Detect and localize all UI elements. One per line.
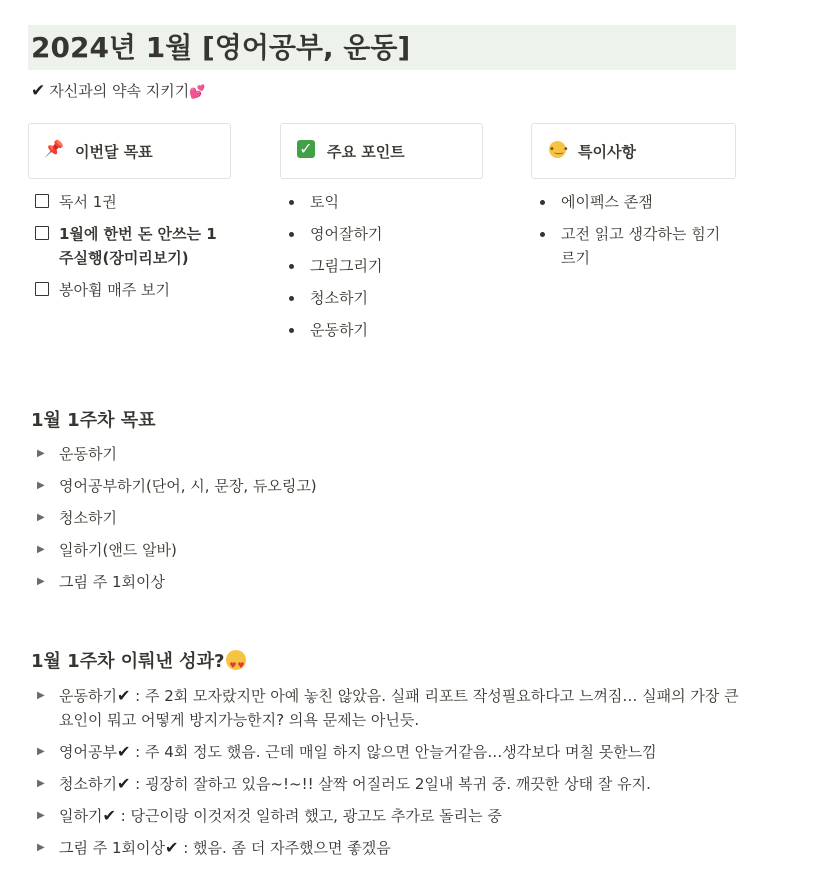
todo-checkbox[interactable]	[35, 194, 49, 208]
bullet-icon	[289, 232, 294, 237]
list-item-text[interactable]: 운동하기	[310, 321, 368, 339]
subtitle[interactable]	[31, 79, 205, 105]
toggle-arrow-icon[interactable]: ▶	[37, 544, 45, 555]
toggle-arrow-icon[interactable]: ▶	[37, 746, 45, 757]
toggle-arrow-icon[interactable]: ▶	[37, 842, 45, 853]
toggle-item[interactable]	[31, 442, 741, 466]
list-item	[280, 286, 485, 310]
notes-list	[531, 190, 731, 278]
toggle-text: : 주 2회 모자랐지만 아예 놓친 않았음. 실패 리포트 작성필요하다고 느껴짐… 실패의 가장 큰 요인이 뭐고 어떻게 방지가능한지? 의욕 문제는 아닌듯.	[59, 687, 739, 729]
toggle-item[interactable]	[31, 474, 741, 498]
list-item	[280, 254, 485, 278]
toggle-label: 영어공부	[59, 743, 117, 761]
thinking-face-icon: •‿•	[549, 141, 566, 158]
toggle-text: : 굉장히 잘하고 있음~!~!! 살짝 어질러도 2일내 복귀 중. 깨끗한 상태 잘 유지.	[135, 775, 651, 793]
list-item	[280, 318, 485, 342]
toggle-arrow-icon[interactable]: ▶	[37, 512, 45, 523]
list-item-text[interactable]: 그림그리기	[310, 257, 383, 275]
list-item-text[interactable]: 고전 읽고 생각하는 힘기르기	[561, 225, 721, 267]
heavy-check-icon: ✔	[116, 742, 131, 761]
heavy-check-icon: ✔	[102, 806, 116, 825]
toggle-item[interactable]	[31, 804, 741, 828]
subtitle-text: 자신과의 약속 지키기	[49, 82, 190, 100]
week1-goals-list	[31, 442, 741, 602]
todo-text[interactable]: 1월에 한번 돈 안쓰는 1주실행(장미리보기)	[59, 225, 217, 267]
toggle-text: : 당근이랑 이것저것 일하려 했고, 광고도 추가로 돌리는 중	[120, 807, 502, 825]
toggle-label: 운동하기	[59, 687, 117, 705]
list-item-text[interactable]: 에이펙스 존잼	[561, 193, 653, 211]
toggle-label: 일하기	[59, 807, 103, 825]
todo-item	[31, 190, 231, 214]
list-item	[280, 222, 485, 246]
toggle-item[interactable]	[31, 538, 741, 562]
toggle-label: 그림 주 1회이상	[59, 839, 166, 857]
toggle-arrow-icon[interactable]: ▶	[37, 690, 45, 701]
toggle-item[interactable]	[31, 570, 741, 594]
list-item-text[interactable]: 토익	[310, 193, 339, 211]
two-hearts-icon: 💕	[189, 85, 206, 100]
toggle-item[interactable]	[31, 684, 741, 732]
toggle-item[interactable]	[31, 836, 741, 860]
toggle-arrow-icon[interactable]: ▶	[37, 480, 45, 491]
card-title: 특이사항	[578, 143, 636, 161]
todo-item	[31, 222, 231, 270]
heavy-check-icon: ✔	[165, 838, 179, 857]
bullet-icon	[540, 200, 545, 205]
toggle-item[interactable]	[31, 772, 741, 796]
toggle-text: 청소하기	[59, 509, 117, 527]
list-item	[531, 222, 731, 270]
todo-checkbox[interactable]	[35, 282, 49, 296]
bullet-icon	[289, 296, 294, 301]
toggle-arrow-icon[interactable]: ▶	[37, 576, 45, 587]
todo-item	[31, 278, 231, 302]
toggle-arrow-icon[interactable]: ▶	[37, 810, 45, 821]
toggle-item[interactable]	[31, 740, 741, 764]
check-mark-button-icon: ✓	[297, 140, 315, 158]
week1-goals-heading[interactable]: 1월 1주차 목표	[31, 410, 156, 431]
heavy-check-icon: ✔	[116, 774, 131, 793]
heading-text: 1월 1주차 이뤄낸 성과?	[31, 651, 225, 672]
toggle-text: 일하기(앤드 알바)	[59, 541, 177, 559]
list-item	[280, 190, 485, 214]
smiling-face-with-heart-eyes-icon	[226, 650, 246, 670]
toggle-arrow-icon[interactable]: ▶	[37, 778, 45, 789]
card-notes[interactable]	[531, 123, 736, 179]
bullet-icon	[289, 200, 294, 205]
card-monthly-goals[interactable]	[28, 123, 231, 179]
todo-text[interactable]: 봉아휨 매주 보기	[59, 281, 170, 299]
toggle-label: 청소하기	[59, 775, 117, 793]
toggle-item[interactable]	[31, 506, 741, 530]
bullet-icon	[289, 264, 294, 269]
card-title: 이번달 목표	[75, 143, 153, 161]
week1-results-list	[31, 684, 741, 868]
monthly-goals-list	[31, 190, 231, 310]
toggle-text: 운동하기	[59, 445, 117, 463]
toggle-text: : 했음. 좀 더 자주했으면 좋겠음	[183, 839, 391, 857]
list-item-text[interactable]: 영어잘하기	[310, 225, 383, 243]
list-item-text[interactable]: 청소하기	[310, 289, 368, 307]
card-title: 주요 포인트	[327, 143, 405, 161]
bullet-icon	[289, 328, 294, 333]
toggle-text: 그림 주 1회이상	[59, 573, 166, 591]
pushpin-icon: 📌	[44, 139, 64, 158]
card-key-points[interactable]	[280, 123, 483, 179]
key-points-list	[280, 190, 485, 350]
toggle-text: 영어공부하기(단어, 시, 문장, 듀오링고)	[59, 477, 317, 495]
todo-checkbox[interactable]	[35, 226, 49, 240]
toggle-text: : 주 4회 정도 했음. 근데 매일 하지 않으면 안늘거같음…생각보다 며칠 못한느낌	[135, 743, 657, 761]
page-title[interactable]: 2024년 1월 [영어공부, 운동]	[31, 31, 411, 64]
list-item	[531, 190, 731, 214]
week1-results-heading[interactable]	[31, 649, 246, 675]
bullet-icon	[540, 232, 545, 237]
heavy-check-icon: ✔	[116, 686, 131, 705]
heavy-check-icon: ✔	[31, 81, 46, 101]
todo-text[interactable]: 독서 1권	[59, 193, 117, 211]
toggle-arrow-icon[interactable]: ▶	[37, 448, 45, 459]
